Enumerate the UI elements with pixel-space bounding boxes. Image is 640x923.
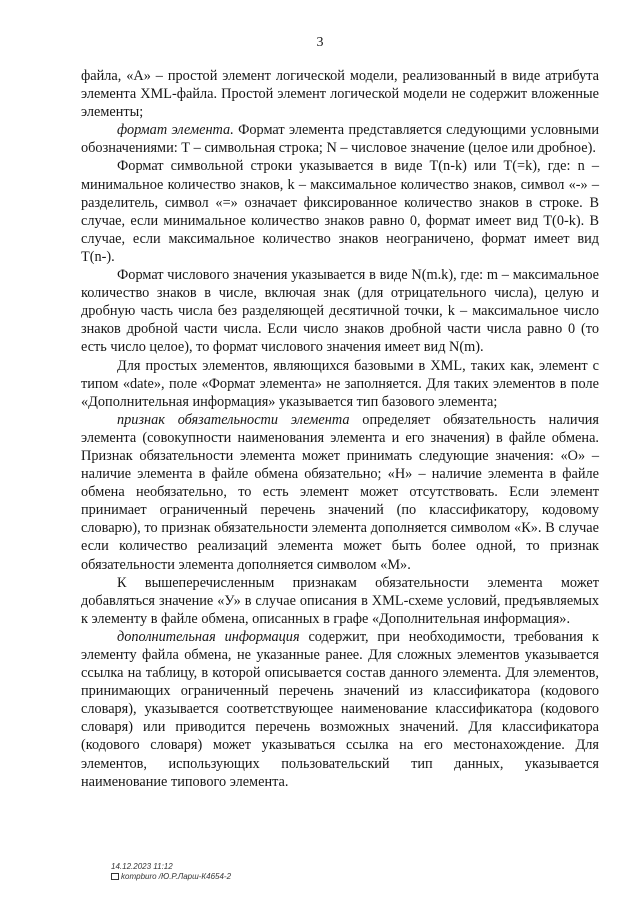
footer-date: 14.12.2023 11:12 xyxy=(111,862,173,871)
paragraph-text: К вышеперечисленным признакам обязательности элемента может добавляться значение «У» в случае описания в XML-схеме условий, предъявляемых к элементу в файле обмена, описанных в графе «Дополнительная информация». xyxy=(81,574,599,627)
italic-term: признак обязательности элемента xyxy=(117,411,350,428)
footer-path-line xyxy=(111,872,231,882)
paragraph xyxy=(81,67,599,121)
paragraph-text: Для простых элементов, являющихся базовыми в XML, таких как, элемент с типом «date», поле «Формат элемента» не заполняется. Для таких элементов в поле «Дополнительная информация» указывается тип базового элемента; xyxy=(81,357,599,410)
paragraph xyxy=(81,628,599,791)
paragraph-text: содержит, при необходимости, требования к элементу файла обмена, не указанные ранее. Для сложных элементов указывается ссылка на таблицу, в которой описывается состав данного элемента. Для элементов, принимающих ограниченный перечень значений из классификатора (кодового словаря), указывается соответствующее наименование классификатора (кодового словаря) или приводится перечень возможных значений. Для классификатора (кодового словаря) может указываться ссылка на его местонахождение. Для элементов, использующих пользовательский тип данных, указывается наименование типового элемента. xyxy=(81,628,599,790)
paragraph-text: Формат числового значения указывается в виде N(m.k), где: m – максимальное количество знаков в числе, включая знак (для отрицательного числа), целую и дробную часть числа без разделяющей десятичной точки, k – максимальное число знаков дробной части числа. Если число знаков дробной части числа равно 0 (то есть число целое), то формат числового значения имеет вид N(m). xyxy=(81,267,599,356)
paragraph xyxy=(81,121,599,157)
paragraph xyxy=(81,574,599,628)
paragraph xyxy=(81,357,599,411)
paragraph xyxy=(81,157,599,266)
italic-term: формат элемента. xyxy=(117,122,234,139)
paragraph-text: определяет обязательность наличия элемента (совокупности наименования элемента и его значения) в файле обмена. Признак обязательности элемента может принимать следующие значения: «О» – наличие элемента в файле обмена обязательно; «Н» – наличие элемента в файле обмена необязательно, то есть элемент может отсутствовать. Если элемент принимает ограниченный перечень значений (по классификатору, кодовому словарю), то признак обязательности элемента дополняется символом «К». В случае если количество реализаций элемента может быть более одной, то признак обязательности элемента дополняется символом «М». xyxy=(81,411,599,573)
paragraph xyxy=(81,411,599,574)
italic-term: дополнительная информация xyxy=(117,628,300,645)
footer-stamp xyxy=(111,862,231,882)
document-body xyxy=(81,67,599,791)
page-number: 3 xyxy=(316,35,324,50)
paragraph-text: Формат символьной строки указывается в виде T(n-k) или T(=k), где: n – минимальное количество знаков, k – максимальное количество знаков, символ «-» – разделитель, символ «=» означает фиксированное количество знаков в строке. В случае, если минимальное количество знаков равно 0, формат имеет вид T(0-k). В случае, если максимальное количество знаков неограничено, формат имеет вид T(n-). xyxy=(81,158,599,265)
paragraph xyxy=(81,266,599,356)
paragraph-text: Формат элемента представляется следующими условными обозначениями: Т – символьная строка; N – числовое значение (целое или дробное). xyxy=(81,122,599,157)
paragraph-text: файла, «А» – простой элемент логической модели, реализованный в виде атрибута элемента XML-файла. Простой элемент логической модели не содержит вложенные элементы; xyxy=(81,68,599,121)
footer-path: kompburo /Ю.Р.Ларш-К4654-2 xyxy=(121,872,232,881)
document-icon xyxy=(111,873,119,880)
